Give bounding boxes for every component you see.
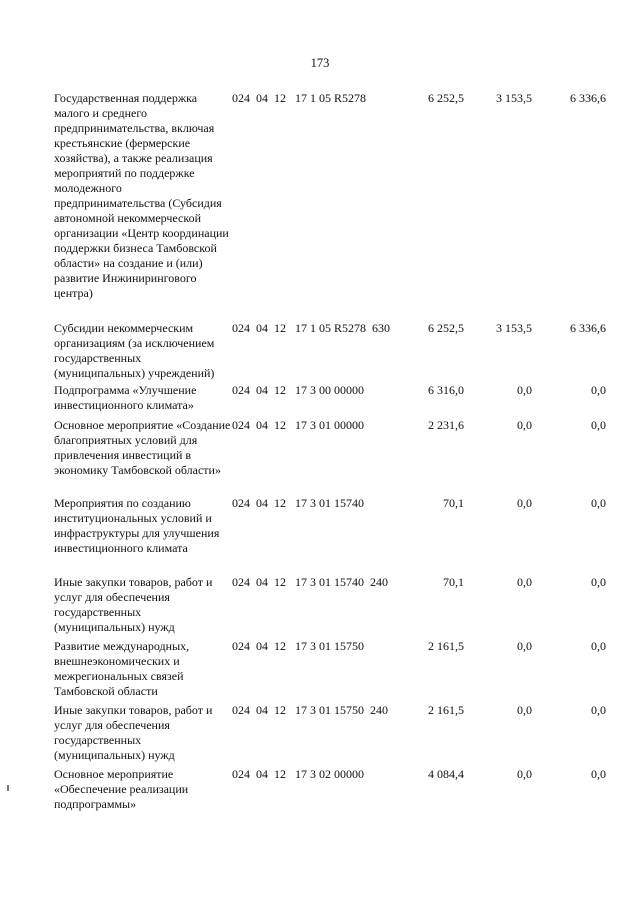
row-code: 024 04 12 17 3 02 00000 [232,767,364,781]
row-value-2: 0,0 [517,418,532,432]
row-name: Развитие международных, внешнеэкономических и межрегиональных связей Тамбовской области [54,639,190,698]
row-name: Основное мероприятие «Создание благоприятных условий для привлечения инвестиций в экономику Тамбовской области» [54,418,231,477]
row-code: 024 04 12 17 3 01 15750 240 [232,703,388,717]
row-value-1: 70,1 [443,575,464,589]
page-number: 173 [310,56,330,70]
row-value-1: 70,1 [443,496,464,510]
row-name: Мероприятия по созданию институциональных условий и инфраструктуры для улучшения инвестиционного климата [54,496,220,555]
row-value-1: 4 084,4 [428,767,464,781]
row-value-2: 3 153,5 [496,91,532,105]
row-value-2: 0,0 [517,767,532,781]
row-value-1: 2 161,5 [428,703,464,717]
row-value-1: 2 161,5 [428,639,464,653]
row-value-3: 0,0 [591,575,606,589]
row-value-2: 0,0 [517,703,532,717]
row-value-1: 2 231,6 [428,418,464,432]
row-code: 024 04 12 17 3 00 00000 [232,383,364,397]
row-name: Государственная поддержка малого и среднего предпринимательства, включая крестьянские (фермерские хозяйства), а также реализация мероприятий по поддержке молодежного предпринимательства (Субсидия автономной некоммерческой организации «Центр координации поддержки бизнеса Тамбовской области» на создание и (или) развитие Инжинирингового центра) [54,91,229,300]
row-code: 024 04 12 17 1 05 R5278 [232,91,367,105]
row-value-3: 0,0 [591,383,606,397]
scan-mark [7,785,9,791]
row-name: Субсидии некоммерческим организациям (за исключением государственных (муниципальных) учреждений) [54,321,215,380]
row-name: Основное мероприятие «Обеспечение реализации подпрограммы» [54,767,189,811]
row-name: Иные закупки товаров, работ и услуг для обеспечения государственных (муниципальных) нужд [54,575,213,634]
row-code: 024 04 12 17 3 01 15740 [232,496,364,510]
row-value-3: 6 336,6 [570,321,606,335]
row-code: 024 04 12 17 3 01 15740 240 [232,575,388,589]
row-code: 024 04 12 17 1 05 R5278 630 [232,321,391,335]
row-value-3: 0,0 [591,703,606,717]
row-value-1: 6 252,5 [428,91,464,105]
row-value-3: 0,0 [591,639,606,653]
row-value-1: 6 252,5 [428,321,464,335]
row-value-3: 0,0 [591,767,606,781]
row-value-2: 0,0 [517,639,532,653]
row-value-3: 6 336,6 [570,91,606,105]
row-value-3: 0,0 [591,418,606,432]
row-name: Иные закупки товаров, работ и услуг для обеспечения государственных (муниципальных) нужд [54,703,213,762]
row-value-2: 0,0 [517,575,532,589]
row-code: 024 04 12 17 3 01 00000 [232,418,364,432]
row-value-2: 0,0 [517,383,532,397]
row-value-1: 6 316,0 [428,383,464,397]
row-code: 024 04 12 17 3 01 15750 [232,639,364,653]
row-name: Подпрограмма «Улучшение инвестиционного климата» [54,383,197,412]
row-value-3: 0,0 [591,496,606,510]
row-value-2: 0,0 [517,496,532,510]
row-value-2: 3 153,5 [496,321,532,335]
